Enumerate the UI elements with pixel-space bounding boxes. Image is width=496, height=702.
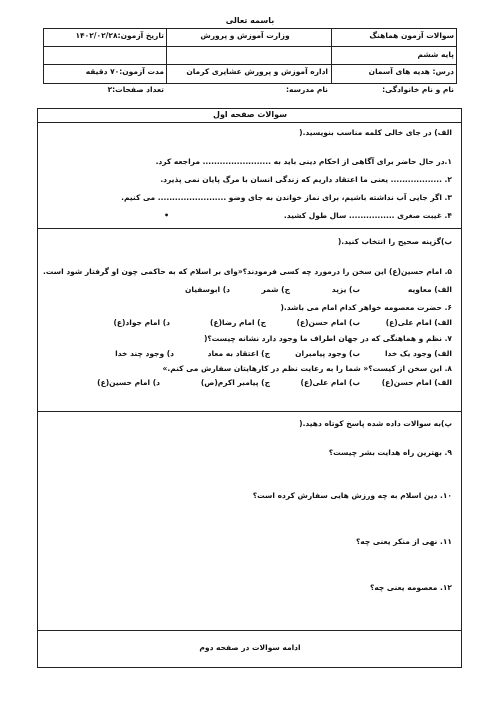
section-c-heading: پ)به سوالات داده شده پاسخ کوتاه دهید.(	[299, 419, 452, 428]
question-9: ۹. بهترین راه هدایت بشر چیست؟	[328, 448, 452, 457]
question-5: ۵. امام حسین(ع) این سخن را درمورد چه کسی فرمودند؟«وای بر اسلام که به حاکمی چون او گرفتار شود است.	[42, 267, 452, 276]
question-3: ۳. اگر جایی آب نداشته باشیم، برای نماز خواندن به جای وضو ........................ می کنیم.	[121, 193, 452, 202]
section-a-heading: الف) در جای خالی کلمه مناسب بنویسید.(	[299, 128, 452, 137]
exam-title: سوالات آزمون هماهنگ	[369, 31, 454, 40]
q6-option-b: ب) امام حسن(ع)	[296, 318, 360, 327]
question-1: ۱.در حال حاضر برای آگاهی از احکام دینی باید به ........................ مراجعه کرد.	[155, 157, 452, 166]
q5-option-a: الف) معاویه	[407, 285, 452, 294]
q7-option-d: د) وجود چند خدا	[115, 349, 174, 358]
school-name-field: نام مدرسه:	[286, 85, 328, 94]
q8-option-d: د) امام حسین(ع)	[97, 378, 160, 387]
page-title: سوالات صفحه اول	[213, 110, 287, 119]
question-4: ۴. غیبت صغری ................ سال طول کشید.	[283, 211, 452, 220]
q6-option-d: د) امام جواد(ع)	[113, 318, 170, 327]
question-12: ۱۲. معصومه یعنی چه؟	[369, 583, 452, 592]
q5-option-b: ب) یزید	[331, 285, 360, 294]
exam-date: تاریخ آزمون:۱۴۰۲/۰۲/۲۸	[75, 31, 164, 40]
q5-option-d: د) ابوسفیان	[184, 285, 230, 294]
footer-continue-note: ادامه سوالات در صفحه دوم	[199, 643, 301, 652]
q7-option-c: ج) اعتقاد به معاد	[207, 349, 270, 358]
question-7: ۷. نظم و هماهنگی که در جهان اطراف ما وجود دارد نشانه چیست؟(	[203, 334, 452, 343]
bullet-mark: •	[164, 211, 170, 220]
page-count: تعداد صفحات:۲	[107, 85, 164, 94]
ministry-name: وزارت آموزش و پرورش	[200, 31, 290, 40]
q5-option-c: ج) شمر	[261, 285, 290, 294]
section-b-heading: ب)گزینه صحیح را انتخاب کنید.(	[337, 237, 452, 246]
exam-duration: مدت آزمون:۷۰ دقیقه	[85, 67, 164, 76]
question-2: ۲. .................. یعنی ما اعتقاد داریم که زندگی انسان با مرگ پایان نمی پذیرد.	[160, 175, 452, 184]
q6-option-c: ج) امام رضا(ع)	[210, 318, 266, 327]
q8-option-b: ب) امام علی(ع)	[300, 378, 360, 387]
question-6: ۶. حضرت معصومه خواهر کدام امام می باشد.(	[280, 303, 452, 312]
q8-option-a: الف) امام حسن(ع)	[381, 378, 452, 387]
student-name-field: نام و نام خانوادگی:	[382, 85, 454, 94]
q7-option-a: الف) وجود یک خدا	[384, 349, 452, 358]
q7-option-b: ب) وجود پیامبران	[295, 349, 360, 358]
question-10: ۱۰. دین اسلام به چه ورزش هایی سفارش کرده است؟	[252, 491, 452, 500]
q8-option-c: ج) پیامبر اکرم(ص)	[200, 378, 270, 387]
grade: پایه ششم	[417, 50, 454, 59]
question-8: ۸. این سخن از کیست؟« شما را به رعایت نظم در کارهایتان سفارش می کنم.»	[162, 364, 452, 373]
bismillah: باسمه تعالی	[225, 16, 275, 25]
q6-option-a: الف) امام علی(ع)	[385, 318, 452, 327]
office-name: اداره آموزش و پرورش عشایری کرمان	[186, 67, 328, 76]
subject: درس: هدیه های آسمان	[368, 67, 454, 76]
question-11: ۱۱. نهی از منکر یعنی چه؟	[355, 537, 452, 546]
